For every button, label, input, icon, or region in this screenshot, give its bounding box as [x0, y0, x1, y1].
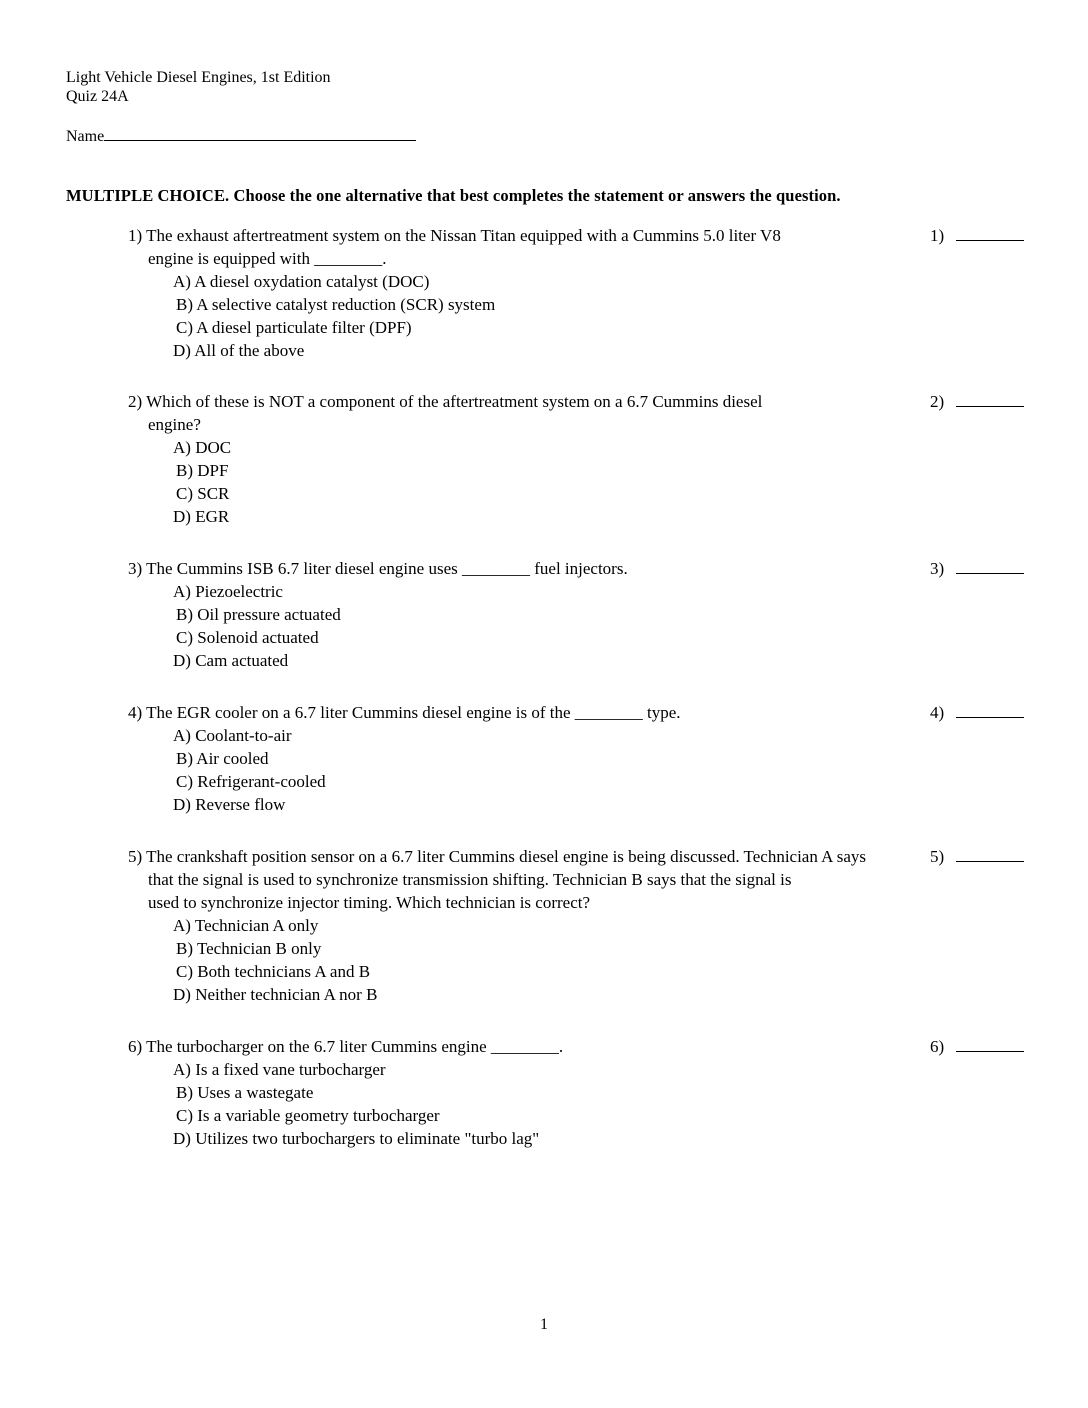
answer-number: 4)	[930, 703, 945, 722]
answer-option[interactable]: D) All of the above	[173, 341, 305, 360]
answer-option[interactable]: B) Oil pressure actuated	[176, 605, 341, 624]
question-stem: 2) Which of these is NOT a component of the aftertreatment system on a 6.7 Cummins diesel	[128, 392, 763, 411]
answer-option[interactable]: D) Utilizes two turbochargers to eliminate "turbo lag"	[173, 1129, 540, 1148]
answer-number: 5)	[930, 847, 945, 866]
question-1	[128, 224, 1088, 362]
answer-option[interactable]: C) SCR	[176, 484, 230, 503]
answer-option[interactable]: A) A diesel oxydation catalyst (DOC)	[173, 272, 430, 291]
question-stem: 4) The EGR cooler on a 6.7 liter Cummins diesel engine is of the ________ type.	[128, 703, 681, 722]
answer-slot[interactable]	[930, 1035, 1024, 1058]
answer-option[interactable]: D) Reverse flow	[173, 795, 286, 814]
answer-number: 3)	[930, 559, 945, 578]
answer-option[interactable]: D) Cam actuated	[173, 651, 289, 670]
answer-option[interactable]: A) Piezoelectric	[173, 582, 283, 601]
answer-option[interactable]: B) Uses a wastegate	[176, 1083, 314, 1102]
answer-blank[interactable]	[956, 702, 1024, 718]
answer-slot[interactable]	[930, 701, 1024, 724]
answer-option[interactable]: C) Refrigerant-cooled	[176, 772, 326, 791]
answer-option[interactable]: C) Is a variable geometry turbocharger	[176, 1106, 440, 1125]
answer-slot[interactable]	[930, 224, 1024, 247]
answer-blank[interactable]	[956, 1036, 1024, 1052]
name-field[interactable]	[66, 126, 416, 146]
question-5	[128, 845, 1088, 1006]
question-stem: 1) The exhaust aftertreatment system on the Nissan Titan equipped with a Cummins 5.0 liter V8	[128, 226, 781, 245]
answer-option[interactable]: B) A selective catalyst reduction (SCR) system	[176, 295, 496, 314]
quiz-title: Quiz 24A	[66, 88, 129, 105]
question-3	[128, 557, 1088, 672]
question-stem: 5) The crankshaft position sensor on a 6.7 liter Cummins diesel engine is being discussed. Technician A says	[128, 847, 867, 866]
answer-option[interactable]: A) Is a fixed vane turbocharger	[173, 1060, 386, 1079]
answer-option[interactable]: A) Coolant-to-air	[173, 726, 292, 745]
question-stem: that the signal is used to synchronize transmission shifting. Technician B says that the signal is	[148, 870, 792, 889]
answer-slot[interactable]	[930, 557, 1024, 580]
answer-option[interactable]: A) Technician A only	[173, 916, 319, 935]
answer-blank[interactable]	[956, 558, 1024, 574]
question-stem: used to synchronize injector timing. Which technician is correct?	[148, 893, 591, 912]
question-2	[128, 390, 1088, 528]
answer-number: 2)	[930, 392, 945, 411]
question-stem: 6) The turbocharger on the 6.7 liter Cummins engine ________.	[128, 1037, 564, 1056]
answer-blank[interactable]	[956, 391, 1024, 407]
answer-option[interactable]: A) DOC	[173, 438, 232, 457]
answer-option[interactable]: B) Air cooled	[176, 749, 269, 768]
answer-option[interactable]: D) EGR	[173, 507, 230, 526]
answer-option[interactable]: B) DPF	[176, 461, 229, 480]
answer-blank[interactable]	[956, 846, 1024, 862]
answer-option[interactable]: B) Technician B only	[176, 939, 322, 958]
question-stem: engine is equipped with ________.	[148, 249, 387, 268]
answer-option[interactable]: C) A diesel particulate filter (DPF)	[176, 318, 412, 337]
question-stem: engine?	[148, 415, 201, 434]
name-label: Name	[66, 128, 105, 145]
answer-slot[interactable]	[930, 845, 1024, 868]
answer-number: 1)	[930, 226, 945, 245]
answer-number: 6)	[930, 1037, 945, 1056]
answer-option[interactable]: C) Both technicians A and B	[176, 962, 371, 981]
page-number: 1	[540, 1316, 548, 1333]
answer-blank[interactable]	[956, 225, 1024, 241]
answer-option[interactable]: C) Solenoid actuated	[176, 628, 319, 647]
book-title: Light Vehicle Diesel Engines, 1st Edition	[66, 69, 331, 86]
question-6	[128, 1035, 1088, 1150]
answer-slot[interactable]	[930, 390, 1024, 413]
question-stem: 3) The Cummins ISB 6.7 liter diesel engine uses ________ fuel injectors.	[128, 559, 628, 578]
name-blank[interactable]	[104, 126, 416, 141]
section-instructions: MULTIPLE CHOICE. Choose the one alternative that best completes the statement or answers the question.	[66, 186, 841, 205]
answer-option[interactable]: D) Neither technician A nor B	[173, 985, 378, 1004]
question-4	[128, 701, 1088, 816]
